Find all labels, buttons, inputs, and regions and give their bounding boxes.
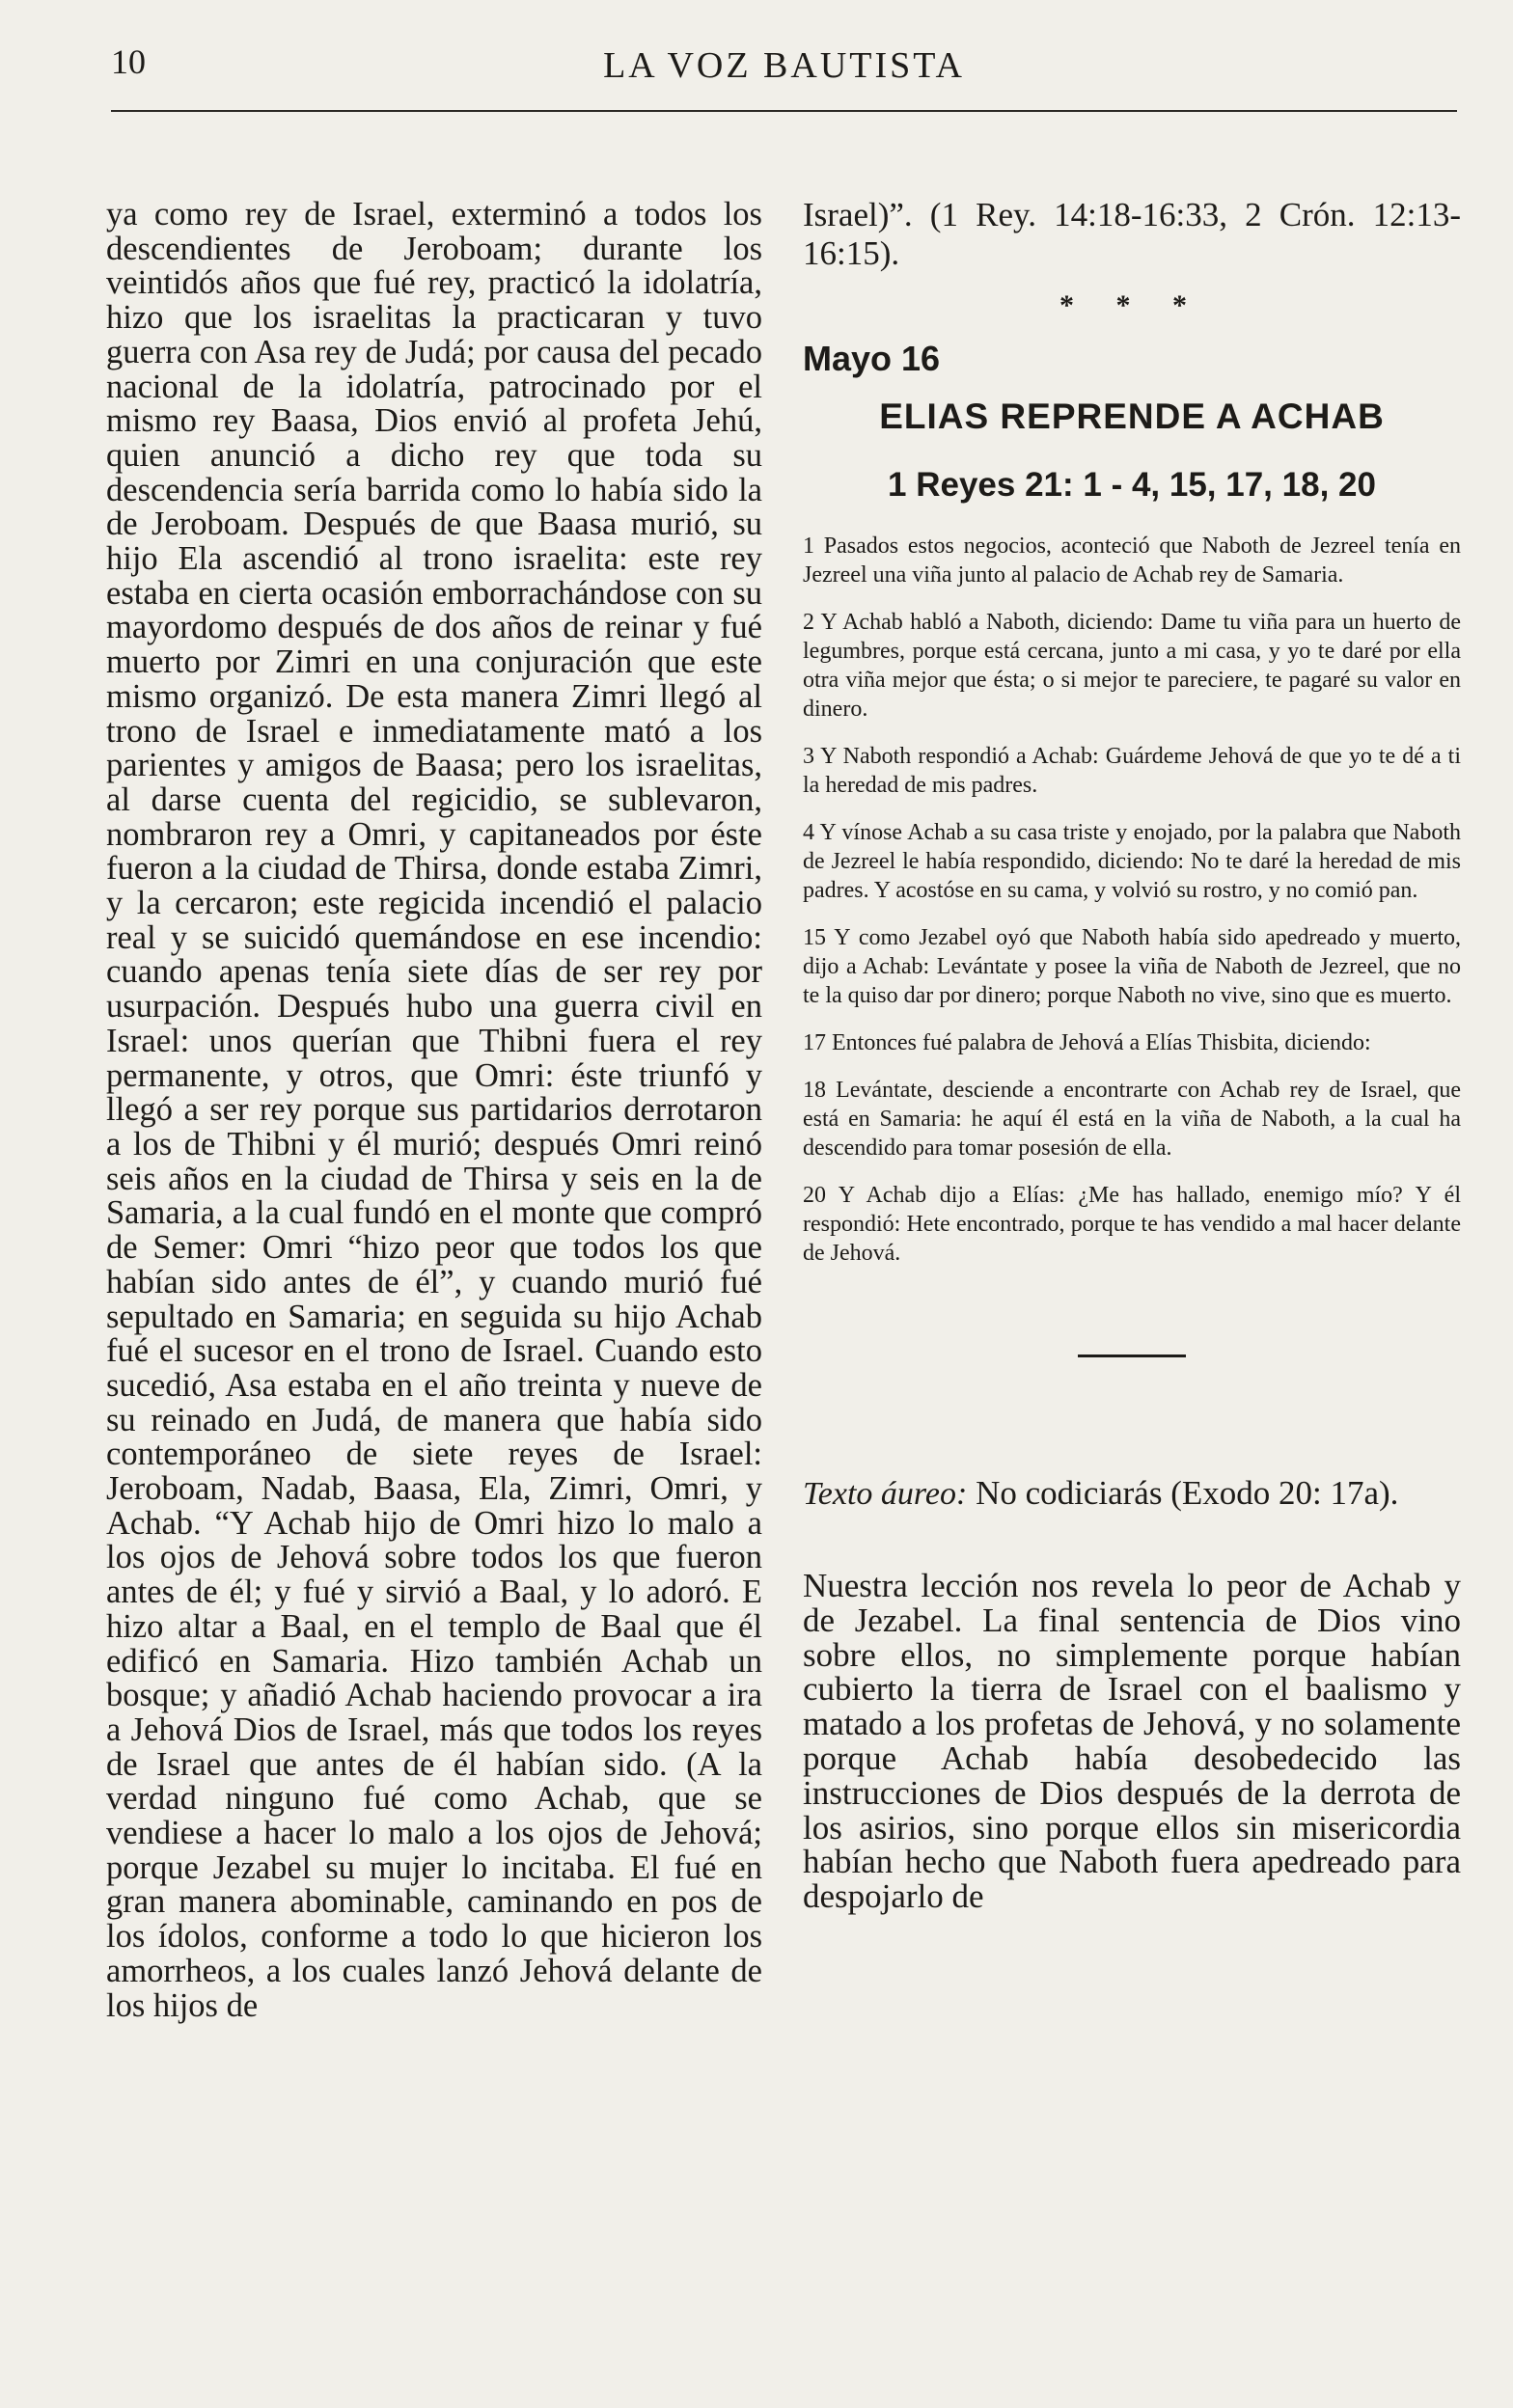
page-number: 10 xyxy=(111,42,146,81)
date-heading: Mayo 16 xyxy=(803,339,941,378)
verse-1: 1 Pasados estos negocios, aconteció que Naboth de Jezreel tenía en Jezreel una viña junto al palacio de Achab rey de Samaria. xyxy=(803,534,1461,588)
golden-text-content: No codiciarás (Exodo 20: 17a). xyxy=(976,1474,1399,1512)
commentary-text: Nuestra lección nos revela lo peor de Achab y de Jezabel. La final sentencia de Dios vino sobre ellos, no simplemente porque habían cubierto la tierra de Israel con el baalismo y matado a los profetas de Jehová, y no solamente porque Achab había desobedecido las instrucciones de Dios después de la derrota de los asirios, sino porque ellos sin misericordia habían hecho que Naboth fuera apedreado para despojarlo de xyxy=(803,1567,1461,1916)
left-column-text: ya como rey de Israel, exterminó a todos los descendientes de Jeroboam; durante los veintidós años que fué rey, practicó la idolatría, hizo que los israelitas la practicaran y tuvo guerra con Asa rey de Judá; por causa del pecado nacional de la idolatría, patrocinado por el mismo rey Baasa, Dios envió al profeta Jehú, quien anunció a dicho rey que toda su descendencia sería barrida como lo había sido la de Jeroboam. Después de que Baasa murió, su hijo Ela ascendió al trono israelita: este rey estaba en cierta ocasión emborrachándose con su mayordomo después de dos años de reinar y fué muerto por Zimri en una conjuración que este mismo organizó. De esta manera Zimri llegó al trono de Israel e inmediatamente mató a los parientes y amigos de Baasa; pero los israelitas, al darse cuenta del regicidio, se sublevaron, nombraron rey a Omri, y capitaneados por éste fueron a la ciudad de Thirsa, donde estaba Zimri, y la cercaron; este regicida incendió el palacio real y se suicidó quemándose en ese incendio: cuando apenas tenía siete días de ser rey por usurpación. Después hubo una guerra civil en Israel: unos querían que Thibni fuera el rey permanente, y otros, que Omri: éste triunfó y llegó a ser rey porque sus partidarios derrotaron a los de Thibni y él murió; después Omri reinó seis años en la ciudad de Thirsa y seis en la de Samaria, a la cual fundó en el monte que compró de Semer: Omri “hizo peor que todos los que habían sido antes de él”, y cuando murió fué sepultado en Samaria; en seguida su hijo Achab fué el sucesor en el trono de Israel. Cuando esto sucedió, Asa estaba en el año treinta y nueve de su reinado en Judá, de manera que había sido contemporáneo de siete reyes de Israel: Jeroboam, Nadab, Baasa, Ela, Zimri, Omri, y Achab. “Y Achab hijo de Omri hizo lo malo a los ojos de Jehová sobre todos los que fueron antes de él; y fué y sirvió a Baal, y lo adoró. E hizo altar a Baal, en el templo de Baal que él edificó en Samaria. Hizo también Achab un bosque; y añadió Achab haciendo provocar a ira a Jehová Dios de Israel, más que todos los reyes de Israel que antes de él habían sido. (A la verdad ninguno fué como Achab, que se vendiese a hacer lo malo a los ojos de Jehová; porque Jezabel su mujer lo incitaba. El fué en gran manera abominable, caminando en pos de los ídolos, conforme a todo lo que hicieron los amorrheos, a los cuales lanzó Jehová delante de los hijos de xyxy=(106,196,762,2024)
verse-2: 2 Y Achab habló a Naboth, diciendo: Dame tu viña para un huerto de legumbres, porque está cercana, junto a mi casa, y yo te daré por ella otra viña mejor que ésta; o si mejor te pareciere, te pagaré su valor en dinero. xyxy=(803,610,1461,722)
separator: * * * xyxy=(1059,289,1204,321)
page-header xyxy=(111,41,1457,112)
scripture-reference: 1 Reyes 21: 1 - 4, 15, 17, 18, 20 xyxy=(888,466,1376,504)
golden-text xyxy=(803,1471,1461,1517)
verse-18: 18 Levántate, desciende a encontrarte con Achab rey de Israel, que está en Samaria: he aquí él está en la viña de Naboth, a la cual ha descendido para tomar posesión de ella. xyxy=(803,1078,1461,1161)
golden-text-label: Texto áureo: xyxy=(803,1476,968,1512)
verse-list xyxy=(803,532,1461,1268)
verse-3: 3 Y Naboth respondió a Achab: Guárdeme Jehová de que yo te dé a ti la heredad de mis padres. xyxy=(803,744,1461,798)
right-column xyxy=(803,196,1461,1914)
lesson-title: ELIAS REPRENDE A ACHAB xyxy=(879,397,1385,436)
running-head: LA VOZ BAUTISTA xyxy=(603,45,965,86)
verse-4: 4 Y vínose Achab a su casa triste y enojado, por la palabra que Naboth de Jezreel le había respondido, diciendo: No te daré la heredad de mis padres. Y acostóse en su cama, y volvió su rostro, y no comió pan. xyxy=(803,820,1461,903)
citation: Israel)”. (1 Rey. 14:18-16:33, 2 Crón. 12:13-16:15). xyxy=(803,196,1461,272)
verse-20: 20 Y Achab dijo a Elías: ¿Me has hallado, enemigo mío? Y él respondió: Hete encontrado, porque te has vendido a mal hacer delante de Jehová. xyxy=(803,1183,1461,1266)
section-divider xyxy=(1078,1354,1186,1357)
verse-15: 15 Y como Jezabel oyó que Naboth había sido apedreado y muerto, dijo a Achab: Levántate y posee la viña de Naboth de Jezreel, que no te la quiso dar por dinero; porque Naboth no vive, sino que es muerto. xyxy=(803,925,1461,1008)
verse-17: 17 Entonces fué palabra de Jehová a Elías Thisbita, diciendo: xyxy=(803,1030,1371,1055)
